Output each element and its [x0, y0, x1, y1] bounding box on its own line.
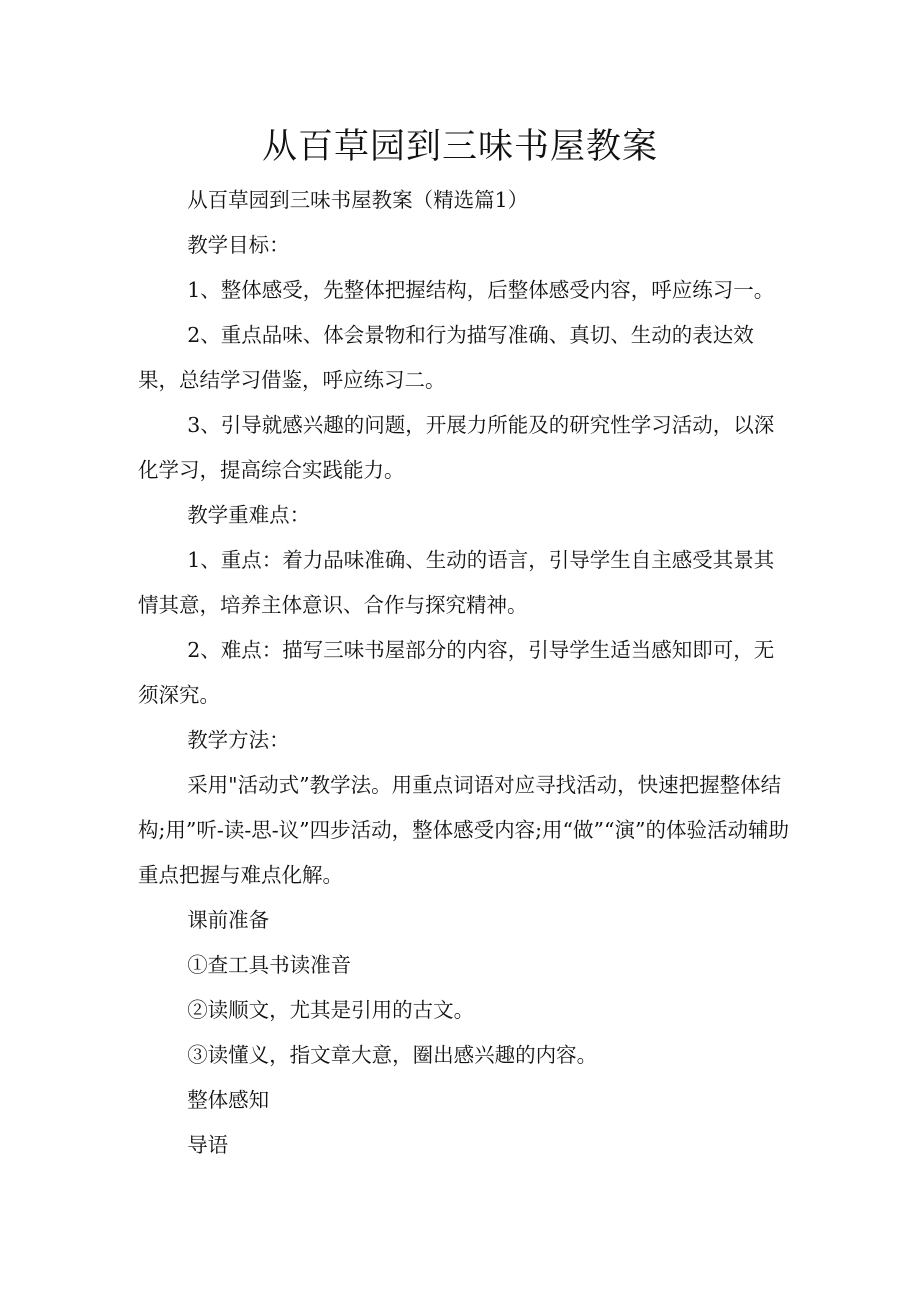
section-heading-objectives: 教学目标： — [187, 233, 290, 257]
key-point-item-1: 1、重点：着力品味准确、生动的语言，引导学生自主感受其景其情其意，培养主体意识、合作与探究精神。 — [138, 548, 775, 617]
objective-item-3: 3、引导就感兴趣的问题，开展力所能及的研究性学习活动，以深化学习，提高综合实践能力。 — [138, 413, 775, 482]
key-point-item-2: 2、难点：描写三味书屋部分的内容，引导学生适当感知即可，无须深究。 — [138, 638, 775, 707]
section-heading-intro: 导语 — [187, 1133, 229, 1157]
section-heading-key-points: 教学重难点： — [187, 503, 311, 527]
section-heading-preparation: 课前准备 — [187, 908, 270, 932]
method-paragraph: 采用"活动式”教学法。用重点词语对应寻找活动，快速把握整体结构;用”听-读-思-议”四步活动，整体感受内容;用“做”“演”的体验活动辅助重点把握与难点化解。 — [138, 773, 789, 887]
objective-item-2: 2、重点品味、体会景物和行为描写准确、真切、生动的表达效果，总结学习借鉴，呼应练习二。 — [138, 323, 754, 392]
section-heading-overall: 整体感知 — [187, 1088, 270, 1112]
preparation-item-1: ①查工具书读准音 — [187, 953, 352, 977]
document-title: 从百草园到三味书屋教案 — [261, 127, 658, 167]
preparation-item-2: ②读顺文，尤其是引用的古文。 — [187, 998, 475, 1022]
preparation-item-3: ③读懂义，指文章大意，圈出感兴趣的内容。 — [187, 1043, 598, 1067]
subtitle-paragraph: 从百草园到三味书屋教案（精选篇1） — [187, 188, 529, 212]
objective-item-1: 1、整体感受，先整体把握结构，后整体感受内容，呼应练习一。 — [187, 278, 775, 302]
section-heading-method: 教学方法： — [187, 728, 290, 752]
document-body — [138, 178, 792, 1168]
